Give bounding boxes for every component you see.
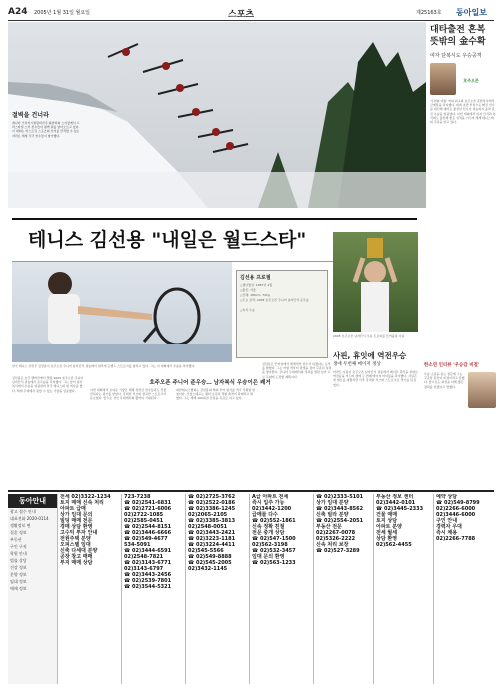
- section-title: 스포츠: [228, 10, 255, 20]
- guide-line: 분양 정보: [10, 572, 27, 577]
- article-column-2: 이번 대회에서 보여준 기량은 세계 정상급 선수들과도 견줄 만하다는 평가를 받았다. 강력한 서브와 정교한 스트로크가 돋보였다. 앞으로 성인 무대에서의 활약이 기대된다.: [90, 388, 167, 401]
- interview-body: 우승 소감을 묻는 질문에 그는 꾸준한 훈련이 비결이라고 답했다. 앞으로도 최선을 다해 좋은 결과를 얻겠다고 말했다.: [424, 372, 465, 389]
- guide-column: [8, 494, 58, 684]
- page-date: 2005년 1월 31일 월요일: [34, 10, 91, 16]
- main-headline: 테니스 김선용 "내일은 월드스타": [28, 229, 307, 251]
- side-story: [430, 24, 496, 219]
- guide-line: 결혼 정보: [10, 530, 27, 535]
- player-photo: [430, 63, 456, 95]
- ad-column: [252, 494, 314, 684]
- guide-line: 임대 정보: [10, 579, 27, 584]
- guide-line: 구인 구직: [10, 544, 27, 549]
- guide-line: 매매 정보: [10, 586, 27, 591]
- side-subtitle: 여자 단복식도 우승공격: [430, 53, 482, 59]
- page-number: A24: [8, 7, 28, 17]
- tennis-photo: [12, 262, 232, 362]
- side-title-line2: 뜻밖의 金수확: [430, 37, 486, 47]
- article-column-1: 김선용은 호주 멜버른에서 열린 2005 호주오픈 주니어 남자단식 결승에서 준우승을 차지했다. 그는 앞서 남자복식에서 우승을 일궈내며 한국 테니스의 새 역사를 썼다. 세계 무대에서 통할 수 있는 기량을 입증했다.: [12, 376, 84, 393]
- guide-line: 생활정보 면: [10, 523, 31, 528]
- infobox-row: △복식 우승: [240, 308, 255, 312]
- interview-photo: [468, 372, 496, 408]
- ad-text: 예약 상담 ☎ 02)549-8799 02)2266-6000 02)3446-6000 구인 안내 경력자 우대 즉시 채용 02)2266-7788: [436, 494, 480, 542]
- guide-line: 법률 상담: [10, 558, 27, 563]
- safin-title: 사핀, 휴잇에 역전우승: [333, 351, 407, 360]
- ad-column: [316, 494, 374, 684]
- safin-subtitle: 생애 두번째 메이저 정상: [333, 362, 381, 367]
- guide-line: 건강 정보: [10, 565, 27, 570]
- ad-text: ☎ 02)2333-5101 상가 임대 분양 ☎ 02)3443-8562 신축 빌라 분양 ☎ 02)2554-2051 부동산 전문 02)2267-0078 02)5326-2222 신속 처리 보장 ☎ 02)527-3289: [316, 494, 364, 554]
- newspaper-logo: 동아일보: [456, 8, 487, 17]
- ad-column: [124, 494, 186, 684]
- infobox-row: △신체: 180cm, 72kg: [240, 293, 270, 297]
- ad-text: 부동산 정보 센터 02)3442-0101 ☎ 02)3445-2333 건물 매매 토지 상담 아파트 분양 전세 월세 상담 환영 02)562-4455: [376, 494, 424, 548]
- guide-line: 부동산: [10, 537, 22, 542]
- safin-body: 마라트 사핀이 호주오픈 남자단식 결승에서 레이튼 휴잇을 상대로 역전승을 거두며 생애 두 번째 메이저 타이틀을 차지했다. 사핀은 첫 세트를 내줬지만 이후 강력한 서브와 스트로크로 경기를 뒤집었다.: [333, 370, 418, 387]
- classified-ads: [8, 490, 494, 684]
- guide-title: 동아안내: [8, 494, 57, 508]
- interview-title: 한소연 인터뷰 '우승감 비결': [424, 363, 480, 368]
- infobox-row: △출신: 서울: [240, 288, 256, 292]
- page-header: [8, 5, 494, 21]
- ad-column: [376, 494, 434, 684]
- safin-caption: 2005 호주오픈 남자단식 우승 트로피를 들어올린 사핀.: [333, 334, 406, 338]
- infobox-title: 김선용 프로필: [240, 275, 271, 281]
- infobox-row: △주요 성적: 2005 호주오픈 주니어 남자단식 준우승: [240, 298, 309, 302]
- article-column-4: 김선용은 인터뷰에서 세계적인 선수가 되겠다는 포부를 밝혔다. 그는 어릴 적부터 라켓을 잡아 꾸준히 실력을 쌓아왔다. 주니어 무대에서의 성과를 발판 삼아 프로 무대에 도전할 계획이다.: [262, 362, 332, 379]
- safin-photo: [333, 232, 418, 332]
- ski-caption: [12, 110, 82, 191]
- ski-caption-title: 절벽을 건너라: [12, 112, 49, 119]
- sub-headline: 호주오픈 주니어 준우승… 남자복식 우승이은 쾌거: [149, 380, 271, 386]
- side-body: '우연의 여왕' 역대 최고의 호주오픈 혼합복식에서 금메달을 차지했다. 대회 초반 부상으로 빠진 선수를 대신해 대타로 출전한 선수가 결승까지 올라 값진 우승을 일궈냈다. 이번 대회에서 여자 단식과 복식에도 출전해 좋은 성적을 거두며 세계 테니스계의 주목을 받고 있다.: [430, 99, 496, 125]
- ski-photo: [8, 22, 426, 208]
- ad-text: A급 아파트 전세 즉시 입주 가능 02)3442-1200 급매물 다수 ☎ 02)552-1861 신속 정확 친절 전문 중개 상담 ☎ 02)547-1500 02)562-3198 ☎ 02)532-3457 임대 문의 환영 ☎ 02)563-1233: [252, 494, 296, 566]
- ad-text: ☎ 02)2725-3762 ☎ 02)2522-0186 ☎ 02)3386-1245 02)2065-2105 ☎ 02)3385-3813 02)2548-0051 ☎ 02)3443-2421 ☎ 02)3223-1181 ☎ 02)3224-4411 02)545-5566 ☎ 02)549-8888 ☎ 02)545-2005 02)3432-1145: [188, 494, 236, 572]
- side-title-line1: 대타출전 혼복: [430, 25, 486, 35]
- tennis-caption: 한국 테니스 유망주 김선용이 호주오픈 주니어 남자단식 결승에서 힘차게 포핸드 스트로크를 날리고 있다. 그는 이 대회에서 우승을 차지했다.: [12, 364, 196, 368]
- infobox-row: △생년월일: 1987년 2월: [240, 283, 273, 287]
- guide-line: 학원 안내: [10, 551, 27, 556]
- ad-column: [60, 494, 122, 684]
- article-column-3: 대한테니스협회는 김선용의 해외 투어 참가를 적극 지원할 방침이다. 코칭스태프는 체력 보강과 경험 축적이 과제라고 밝혔다. 그는 세계 100위권 진입을 목표로 하고 있다.: [176, 388, 256, 401]
- ad-column: [436, 494, 494, 684]
- profile-infobox: [236, 270, 328, 358]
- edition-number: 제25163호: [416, 10, 442, 16]
- guide-line: 광고 접수 안내: [10, 509, 36, 514]
- ad-column: [188, 494, 250, 684]
- ad-text: 723-7238 ☎ 02)2541-6831 ☎ 02)2721-6006 02)2722-1085 02)2585-0451 ☎ 02)2544-8151 ☎ 02)3446-6666 ☎ 02)549-4677 534-5091 ☎ 02)3444-6591 02)2548-7821 ☎ 02)3143-6771 02)3143-6797 ☎ 02)3443-2456 ☎ 02)2539-7801 ☎ 02)3544-5321: [124, 494, 172, 590]
- tournament-logo: 호주오픈: [463, 78, 479, 83]
- guide-line: 대표전화 2020-0114: [10, 516, 49, 521]
- ski-caption-body: 캐나다 브리티시컬럼비아주 휘슬러의 스키장에서 프리스타일 스키 선수들이 절벽 위를 날아오르고 있다. 이 대회는 익스트림 스포츠의 묘미를 만끽할 수 있는 자리로 세계 각국 선수들이 참가했다.: [12, 121, 80, 138]
- ad-text: 전세 02)3322-1234 토지 매매 신속 처리 아파트 급매 상가 임대 문의 빌딩 매매 전문 경매 상담 환영 고수익 투자 안내 전원주택 분양 오피스텔 임대 신축 다세대 분양 공장 창고 매매 부지 매매 상담: [60, 494, 111, 566]
